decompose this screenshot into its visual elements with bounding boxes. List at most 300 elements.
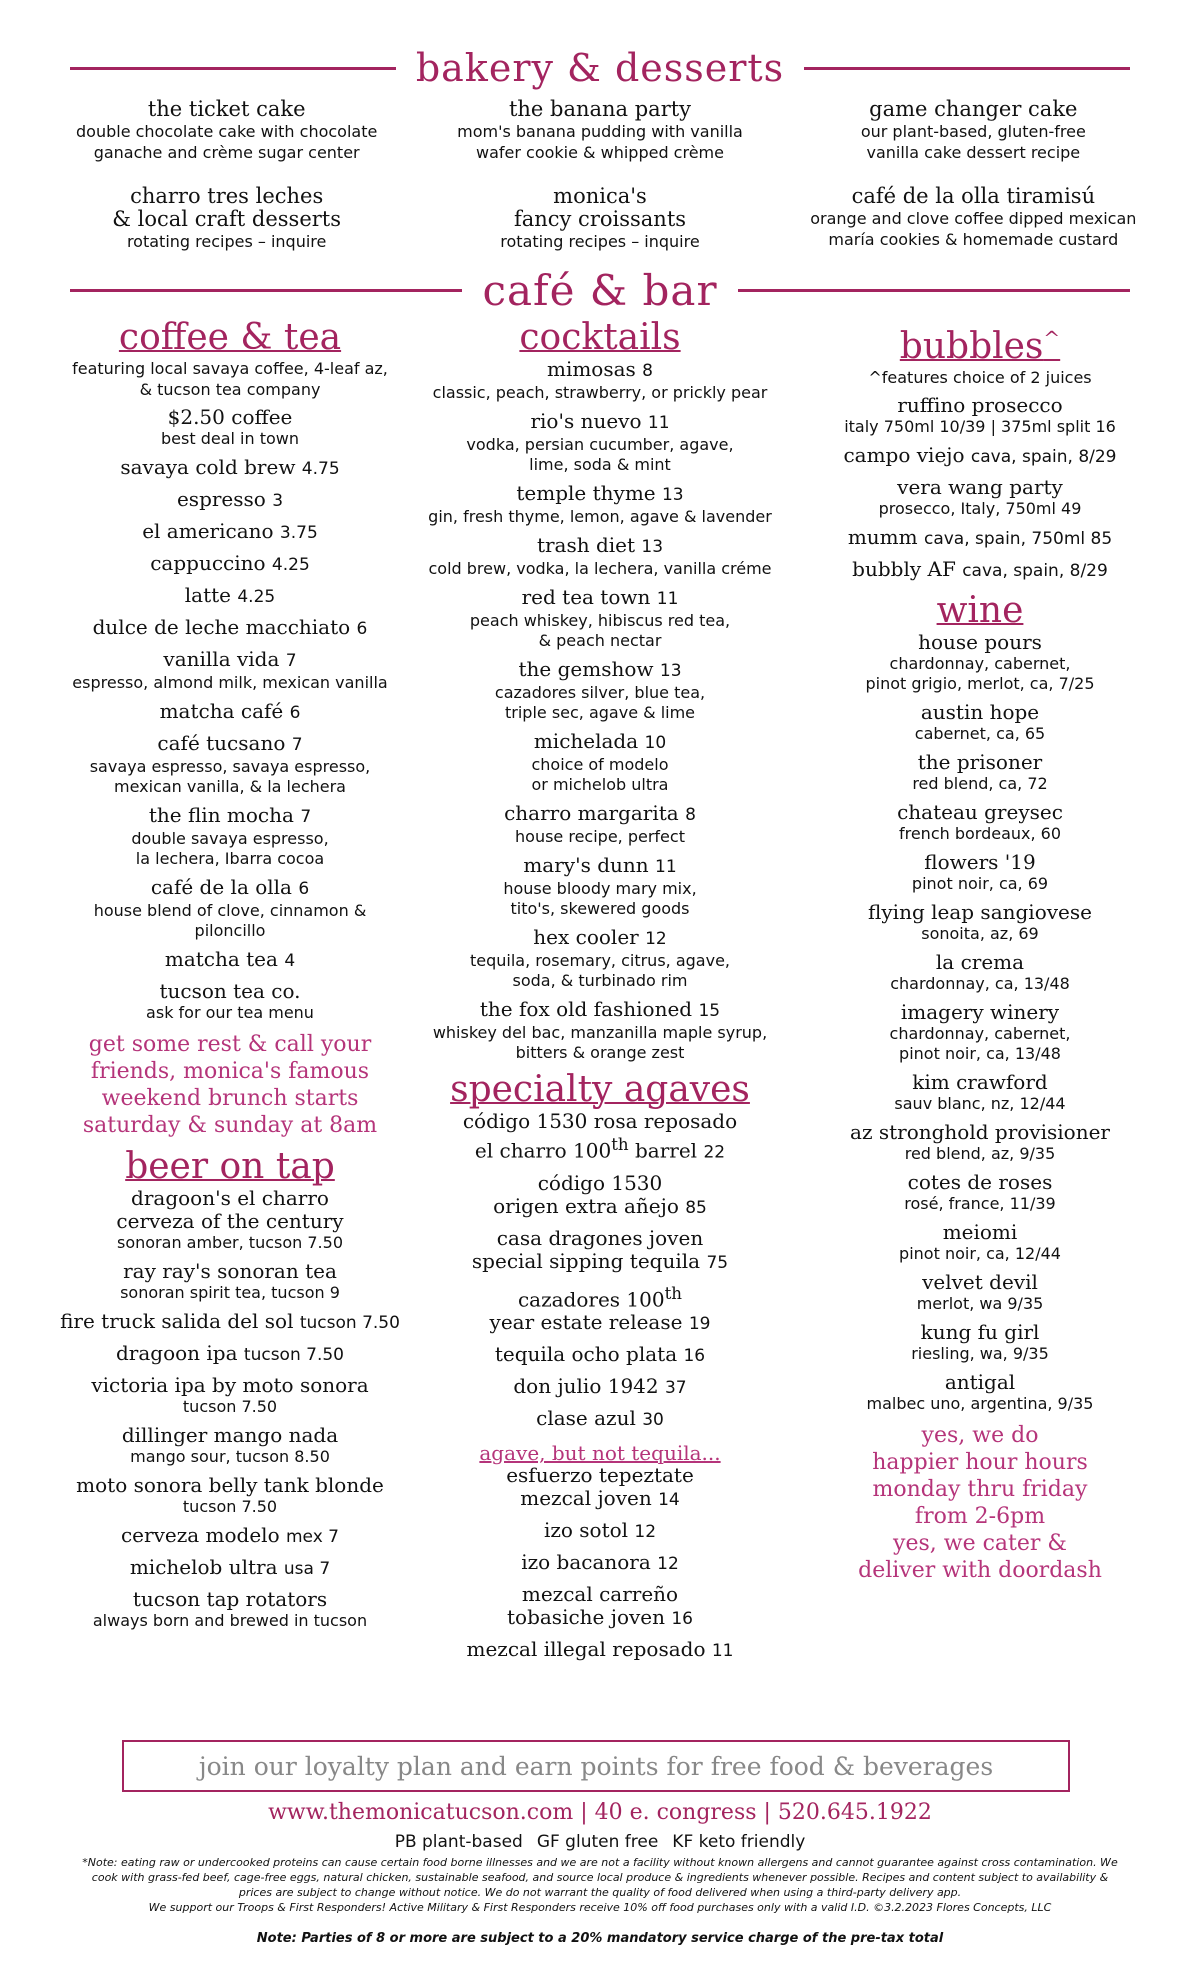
menu-item	[420, 1282, 780, 1337]
item-name-line	[800, 1271, 1160, 1294]
item-name-line	[40, 1424, 420, 1447]
item-name: vera wang party	[897, 475, 1063, 499]
item-name: cerveza modelo	[120, 1523, 280, 1547]
menu-item	[40, 456, 420, 481]
item-name: velvet devil	[922, 1270, 1038, 1294]
item-name-line	[420, 1172, 780, 1195]
agave-list	[420, 1110, 780, 1432]
menu-item	[40, 1187, 420, 1253]
item-name: victoria ipa by moto sonora	[91, 1373, 369, 1397]
item-price: 3.75	[279, 523, 318, 543]
item-name: the fox old fashioned	[479, 997, 693, 1021]
item-name-line	[420, 1487, 780, 1512]
item-name: campo viejo	[843, 443, 965, 467]
promo-line: happier hour hours	[872, 1450, 1088, 1475]
item-description: savaya espresso, savaya espresso,	[89, 757, 371, 776]
item-name: michelada	[533, 729, 639, 753]
coffee-list	[40, 406, 420, 1023]
beer-list	[40, 1187, 420, 1631]
category-agaves: specialty agaves	[450, 1069, 750, 1110]
menu-item	[420, 482, 780, 527]
item-name: espresso	[176, 487, 266, 511]
item-name: tobasiche joven	[507, 1605, 665, 1630]
item-name-line	[40, 406, 420, 429]
item-description: sonoita, az, 69	[921, 924, 1039, 943]
item-description: maría cookies & homemade custard	[828, 230, 1119, 249]
item-name-line	[420, 1519, 780, 1544]
menu-item	[40, 616, 420, 641]
item-description: & peach nectar	[538, 631, 662, 650]
category-beer: beer on tap	[125, 1146, 335, 1187]
item-name-line	[40, 1556, 420, 1581]
item-name: michelob ultra	[129, 1555, 278, 1579]
item-description: sauv blanc, nz, 12/44	[894, 1094, 1066, 1113]
item-name-line	[800, 951, 1160, 974]
item-description: tucson 7.50	[182, 1397, 278, 1416]
bubbles-note: ^features choice of 2 juices	[868, 368, 1092, 387]
item-price: 13	[661, 485, 684, 505]
item-name: mimosas	[546, 357, 636, 381]
item-description: tito's, skewered goods	[510, 899, 690, 918]
item-description: malbec uno, argentina, 9/35	[866, 1394, 1094, 1413]
item-detail: cava, spain, 750ml 85	[923, 529, 1113, 549]
item-name: imagery winery	[900, 1000, 1060, 1024]
item-name-line	[40, 648, 420, 673]
happy-hour-promo	[800, 1422, 1160, 1584]
contact-line[interactable]: www.themonicatucson.com | 40 e. congress | 520.645.1922	[268, 1800, 932, 1825]
item-name-line	[800, 751, 1160, 774]
item-name-line	[40, 520, 420, 545]
item-price: 3	[272, 491, 284, 511]
item-name: trash diet	[536, 533, 636, 557]
bakery-header	[70, 46, 1130, 90]
bakery-item	[40, 185, 413, 252]
menu-item	[800, 444, 1160, 469]
item-name-line	[40, 584, 420, 609]
bakery-item	[40, 98, 413, 163]
brunch-promo	[40, 1031, 420, 1139]
item-name: cotes de roses	[907, 1170, 1053, 1194]
item-description: sonoran amber, tucson 7.50	[117, 1233, 343, 1252]
item-name: the flin mocha	[148, 803, 294, 827]
menu-item	[800, 1321, 1160, 1364]
divider	[738, 289, 1130, 292]
item-name: código 1530 rosa reposado	[462, 1109, 738, 1133]
item-name-line	[800, 444, 1160, 469]
item-name-line	[800, 526, 1160, 551]
item-name: código 1530	[537, 1170, 663, 1195]
item-name: dragoon's el charro	[131, 1186, 329, 1210]
item-price: 14	[658, 1490, 680, 1511]
menu-item	[40, 1524, 420, 1549]
item-name: year estate release	[489, 1310, 683, 1335]
menu-item	[420, 1551, 780, 1576]
menu-item	[40, 876, 420, 941]
item-name-line	[40, 1310, 420, 1335]
item-description: double chocolate cake with chocolate	[76, 122, 378, 141]
item-price: 11	[711, 1641, 734, 1662]
item-name-line	[420, 534, 780, 559]
item-name-line	[420, 802, 780, 827]
item-description: tequila, rosemary, citrus, agave,	[470, 951, 730, 970]
item-name: izo bacanora	[521, 1550, 651, 1575]
item-description: peach whiskey, hibiscus red tea,	[469, 611, 731, 630]
menu-item	[40, 1374, 420, 1417]
category-wine: wine	[936, 590, 1024, 631]
disclaimer-text: *Note: eating raw or undercooked proteins can cause certain food borne illnesses and we are not a facility without known allergens and cannot guarantee against cross contamination. We cook with grass-fed beef, cage-free eggs, natural chicken, sustainable seafood, and source local produce & ingredients whenever possible. Recipes and content subject to availability & prices are subject to change without notice. We do not warrant the quality of food delivered when using a third-party delivery app.	[82, 1856, 1118, 1899]
menu-item	[800, 901, 1160, 944]
category-bubbles: bubbles^	[899, 326, 1061, 367]
divider	[70, 289, 462, 292]
promo-line: from 2-6pm	[914, 1504, 1046, 1529]
menu-item	[420, 358, 780, 403]
item-price: 75	[706, 1252, 729, 1273]
item-description: red blend, ca, 72	[912, 774, 1048, 793]
service-charge-note: Note: Parties of 8 or more are subject to a 20% mandatory service charge of the pre-tax total	[256, 1931, 944, 1946]
promo-line: weekend brunch starts	[101, 1086, 359, 1111]
item-description: house bloody mary mix,	[503, 879, 697, 898]
item-name-line	[800, 1001, 1160, 1024]
menu-item	[800, 1121, 1160, 1164]
item-name: matcha tea	[164, 947, 278, 971]
item-description: vodka, persian cucumber, agave,	[466, 435, 734, 454]
column-coffee-beer	[40, 318, 420, 1638]
item-name-line	[800, 476, 1160, 499]
item-price: 19	[688, 1314, 711, 1335]
menu-item	[420, 1227, 780, 1275]
item-name-line	[800, 801, 1160, 824]
menu-item	[40, 648, 420, 693]
item-description: double savaya espresso,	[131, 829, 329, 848]
menu-item	[800, 851, 1160, 894]
item-name: izo sotol	[543, 1518, 629, 1543]
item-name: moto sonora belly tank blonde	[76, 1473, 384, 1497]
item-description: french bordeaux, 60	[898, 824, 1062, 843]
menu-item	[40, 1474, 420, 1517]
menu-item	[40, 980, 420, 1023]
menu-item	[800, 1221, 1160, 1264]
item-price: 16	[683, 1346, 706, 1367]
legend-item: PB plant-based	[394, 1832, 523, 1852]
subcategory-agave-not-tequila: agave, but not tequila...	[479, 1441, 721, 1466]
menu-item	[40, 520, 420, 545]
item-name: fancy croissants	[513, 207, 687, 231]
menu-item	[420, 1375, 780, 1400]
item-price: 6	[298, 879, 310, 899]
item-name: antigal	[944, 1370, 1016, 1394]
menu-item	[40, 1556, 420, 1581]
item-name-line	[420, 1133, 780, 1165]
item-name-line	[800, 851, 1160, 874]
category-cocktails: cocktails	[519, 317, 681, 358]
item-name-line	[420, 1343, 780, 1368]
item-name-line	[420, 410, 780, 435]
menu-item	[420, 410, 780, 475]
item-price: 85	[685, 1197, 707, 1218]
item-name: mary's dunn	[523, 853, 649, 877]
item-description: best deal in town	[161, 429, 299, 448]
menu-item	[800, 1071, 1160, 1114]
item-name: the ticket cake	[147, 97, 306, 121]
item-name: cazadores 100	[517, 1287, 665, 1312]
item-price: 37	[664, 1378, 687, 1399]
cafe-bar-header	[70, 266, 1130, 315]
bubbles-list	[800, 394, 1160, 583]
item-name: café de la olla	[150, 875, 292, 899]
item-price: 16	[671, 1609, 693, 1630]
item-description: mexican vanilla, & la lechera	[114, 777, 346, 796]
note-line: featuring local savaya coffee, 4-leaf az,	[72, 359, 388, 378]
item-description: chardonnay, cabernet,	[889, 654, 1071, 673]
item-name: mezcal carreño	[521, 1582, 679, 1607]
category-coffee-tea: coffee & tea	[118, 317, 342, 358]
item-description: rosé, france, 11/39	[904, 1194, 1056, 1213]
item-name-line	[800, 1171, 1160, 1194]
item-description: italy 750ml 10/39 | 375ml split 16	[844, 417, 1116, 436]
item-name: tucson tap rotators	[132, 1587, 328, 1611]
promo-line: monday thru friday	[872, 1477, 1088, 1502]
column-bubbles-wine	[800, 318, 1160, 1592]
dietary-legend	[0, 1832, 1200, 1852]
menu-item	[420, 1583, 780, 1631]
item-description: chardonnay, cabernet,	[889, 1024, 1071, 1043]
item-price: 30	[642, 1410, 664, 1431]
menu-item	[40, 1310, 420, 1335]
item-name: latte	[184, 583, 231, 607]
item-name: el charro 100	[474, 1138, 612, 1163]
item-detail: cava, spain, 8/29	[970, 447, 1117, 467]
promo-line: get some rest & call your	[88, 1032, 372, 1057]
item-name-line	[40, 700, 420, 725]
item-description: sonoran spirit tea, tucson 9	[120, 1283, 340, 1302]
item-name-line	[420, 586, 780, 611]
menu-item	[420, 1407, 780, 1432]
item-name: café de la olla tiramisú	[851, 184, 1096, 208]
item-description: or michelob ultra	[531, 775, 669, 794]
menu-item	[40, 584, 420, 609]
item-name-line	[420, 1464, 780, 1487]
item-price: 4.25	[237, 587, 276, 607]
legend-item: GF gluten free	[536, 1832, 659, 1852]
item-name: barrel	[628, 1138, 698, 1163]
item-name-line	[420, 1606, 780, 1631]
menu-item	[800, 394, 1160, 437]
item-name: bubbly AF	[852, 557, 956, 581]
item-price: 10	[644, 733, 667, 753]
menu-item	[40, 1588, 420, 1631]
item-name: az stronghold provisioner	[850, 1120, 1110, 1144]
item-name-line	[420, 1583, 780, 1606]
item-description: riesling, wa, 9/35	[911, 1344, 1049, 1363]
superscript: th	[611, 1135, 629, 1154]
item-description: cabernet, ca, 65	[914, 724, 1046, 743]
item-name: la crema	[935, 950, 1025, 974]
military-note: We support our Troops & First Responders! Active Military & First Responders receive 10% off food purchases only with a valid I.D. ©3.2.2023 Flores Concepts, LLC	[148, 1901, 1052, 1914]
item-name-line	[420, 482, 780, 507]
coffee-note	[40, 358, 420, 400]
item-name: cappuccino	[150, 551, 266, 575]
item-name: red tea town	[521, 585, 651, 609]
item-name: $2.50 coffee	[167, 405, 293, 429]
item-name: mumm	[847, 525, 918, 549]
item-name-line	[800, 901, 1160, 924]
item-name-line	[420, 1250, 780, 1275]
menu-item	[420, 658, 780, 723]
item-name-line	[40, 552, 420, 577]
item-description: tucson 7.50	[182, 1497, 278, 1516]
menu-item	[800, 1371, 1160, 1414]
item-price: usa 7	[283, 1559, 331, 1579]
item-description: wafer cookie & whipped crème	[476, 143, 724, 162]
item-description: ganache and crème sugar center	[93, 143, 360, 162]
item-name-line	[800, 558, 1160, 583]
item-name-line	[40, 1374, 420, 1397]
menu-item	[40, 1342, 420, 1367]
menu-item	[420, 1343, 780, 1368]
item-name-line	[800, 1321, 1160, 1344]
item-description: la lechera, Ibarra cocoa	[135, 849, 325, 868]
menu-item	[420, 926, 780, 991]
item-name: el americano	[142, 519, 274, 543]
item-name-line	[40, 1524, 420, 1549]
menu-item	[420, 1519, 780, 1544]
item-description: mom's banana pudding with vanilla	[457, 122, 743, 141]
item-name: special sipping tequila	[471, 1248, 701, 1273]
item-name-line	[800, 701, 1160, 724]
item-price: 15	[698, 1001, 721, 1021]
item-name: charro tres leches	[130, 184, 324, 208]
menu-item	[40, 732, 420, 797]
item-name: tequila ocho plata	[494, 1342, 678, 1367]
item-description: mango sour, tucson 8.50	[130, 1447, 330, 1466]
item-name: monica's	[553, 184, 647, 208]
menu-item	[420, 1172, 780, 1220]
item-price: 12	[645, 929, 667, 949]
item-name: charro margarita	[504, 801, 679, 825]
item-name-line	[420, 998, 780, 1023]
menu-item	[40, 406, 420, 449]
item-description: cazadores silver, blue tea,	[494, 683, 706, 702]
item-name-line	[40, 948, 420, 973]
promo-line: saturday & sunday at 8am	[82, 1113, 378, 1138]
item-description: lime, soda & mint	[529, 455, 671, 474]
loyalty-text: join our loyalty plan and earn points for free food & beverages	[198, 1751, 994, 1781]
item-description: pinot noir, ca, 69	[911, 874, 1049, 893]
menu-item	[800, 558, 1160, 583]
menu-item	[420, 534, 780, 579]
item-price: 6	[289, 703, 301, 723]
item-name-line	[420, 1110, 780, 1133]
menu-item	[800, 526, 1160, 551]
divider	[70, 67, 396, 70]
item-description: triple sec, agave & lime	[504, 703, 696, 722]
item-description: rotating recipes – inquire	[500, 232, 700, 251]
item-price: 7	[300, 807, 312, 827]
item-name: mezcal illegal reposado	[466, 1637, 706, 1662]
caret-mark: ^	[1043, 326, 1061, 350]
cocktail-list	[420, 358, 780, 1063]
item-name: vanilla vida	[163, 647, 280, 671]
item-price: 6	[356, 619, 368, 639]
item-description: prosecco, Italy, 750ml 49	[878, 499, 1082, 518]
bakery-item	[787, 185, 1160, 252]
item-description: pinot noir, ca, 12/44	[899, 1244, 1061, 1263]
item-name-line	[420, 1375, 780, 1400]
item-price: 13	[641, 537, 664, 557]
menu-item	[420, 854, 780, 919]
item-price: tucson 7.50	[299, 1313, 400, 1333]
item-name-line	[800, 1071, 1160, 1094]
item-name-line	[40, 1474, 420, 1497]
item-price: 8	[685, 805, 696, 825]
item-name: flying leap sangiovese	[868, 900, 1092, 924]
item-name-line	[420, 926, 780, 951]
item-name-line	[420, 854, 780, 879]
item-description: house recipe, perfect	[515, 827, 685, 846]
item-name-line	[40, 732, 420, 757]
item-name-line	[40, 1342, 420, 1367]
item-name: meiomi	[942, 1220, 1018, 1244]
loyalty-banner[interactable]	[122, 1740, 1070, 1792]
item-name: ruffino prosecco	[897, 393, 1063, 417]
item-description: gin, fresh thyme, lemon, agave & lavender	[428, 507, 772, 526]
item-name: tucson tea co.	[159, 979, 301, 1003]
item-name-line	[420, 1311, 780, 1336]
bakery-item	[787, 98, 1160, 163]
item-description: merlot, wa 9/35	[916, 1294, 1044, 1313]
menu-item	[800, 476, 1160, 519]
item-description: soda, & turbinado rim	[512, 971, 688, 990]
item-name: ray ray's sonoran tea	[123, 1259, 337, 1283]
menu-item	[800, 951, 1160, 994]
item-description: always born and brewed in tucson	[92, 1611, 368, 1630]
item-description: pinot grigio, merlot, ca, 7/25	[865, 674, 1095, 693]
item-description: bitters & orange zest	[515, 1043, 685, 1062]
item-description: rotating recipes – inquire	[126, 232, 327, 251]
menu-item	[800, 1171, 1160, 1214]
item-name-line	[420, 1638, 780, 1663]
menu-item	[40, 700, 420, 725]
menu-item	[800, 1001, 1160, 1064]
item-price: 12	[634, 1522, 657, 1543]
item-name: game changer cake	[869, 97, 1078, 121]
menu-item	[420, 1464, 780, 1512]
item-price: 11	[655, 857, 677, 877]
item-name: kim crawford	[912, 1070, 1048, 1094]
menu-item	[800, 701, 1160, 744]
item-description: cold brew, vodka, la lechera, vanilla créme	[428, 559, 772, 578]
item-name: the prisoner	[917, 750, 1043, 774]
item-price: 11	[656, 589, 679, 609]
item-price: 12	[657, 1554, 679, 1575]
menu-item	[420, 1638, 780, 1663]
item-name: esfuerzo tepeztate	[506, 1463, 694, 1488]
promo-line: yes, we cater &	[893, 1531, 1067, 1556]
item-price: mex 7	[285, 1527, 339, 1547]
menu-item	[800, 751, 1160, 794]
menu-item	[40, 1424, 420, 1467]
menu-item	[420, 802, 780, 847]
item-name-line	[40, 488, 420, 513]
item-description: pinot noir, ca, 13/48	[899, 1044, 1061, 1063]
promo-line: friends, monica's famous	[90, 1059, 370, 1084]
item-name: mezcal joven	[520, 1486, 652, 1511]
item-name: austin hope	[920, 700, 1040, 724]
item-description: our plant-based, gluten-free	[860, 122, 1086, 141]
item-name: flowers '19	[924, 850, 1036, 874]
item-name: hex cooler	[533, 925, 639, 949]
item-name-line	[800, 1221, 1160, 1244]
